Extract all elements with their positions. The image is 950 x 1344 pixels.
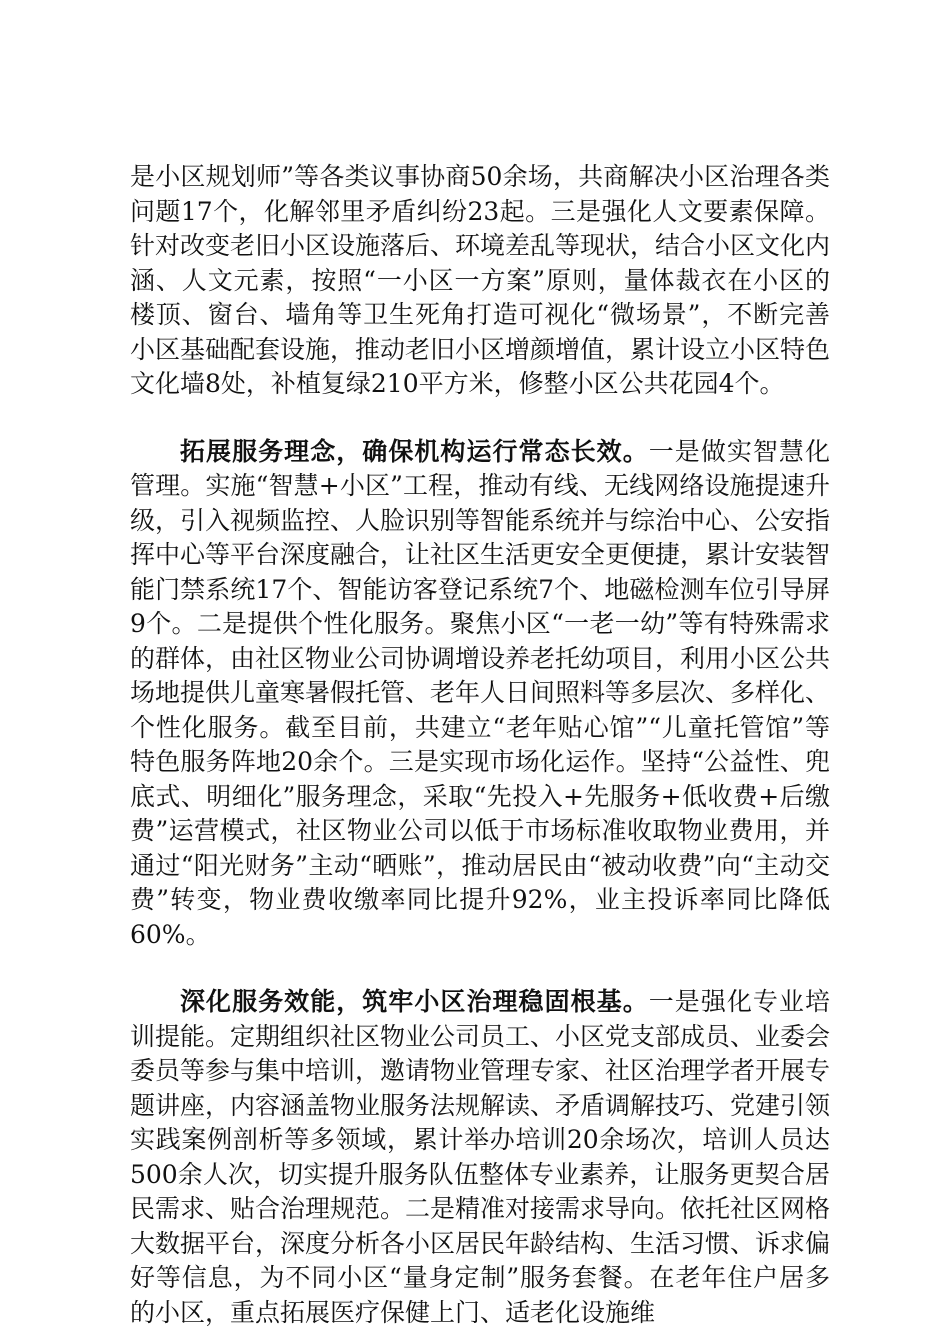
paragraph-1-text: 是小区规划师”等各类议事协商50余场，共商解决小区治理各类问题17个，化解邻里矛盾纠纷23起。三是强化人文要素保障。针对改变老旧小区设施落后、环境差乱等现状，结合小区文化内涵、人文元素，按照“一小区一方案”原则，量体裁衣在小区的楼顶、窗台、墙角等卫生死角打造可视化“微场景”，不断完善小区基础配套设施，推动老旧小区增颜增值，累计设立小区特色文化墙8处，补植复绿210平方米，修整小区公共花园4个。 [130,162,831,398]
paragraph-gap [130,402,830,435]
paragraph-1 [130,160,830,402]
paragraph-gap [130,952,830,985]
paragraph-2 [130,435,830,953]
paragraph-2-text: 一是做实智慧化管理。实施“智慧+小区”工程，推动有线、无线网络设施提速升级，引入视频监控、人脸识别等智能系统并与综治中心、公安指挥中心等平台深度融合，让社区生活更安全更便捷，累计安装智能门禁系统17个、智能访客登记系统7个、地磁检测车位引导屏9个。二是提供个性化服务。聚焦小区“一老一幼”等有特殊需求的群体，由社区物业公司协调增设养老托幼项目，利用小区公共场地提供儿童寒暑假托管、老年人日间照料等多层次、多样化、个性化服务。截至目前，共建立“老年贴心馆”“儿童托管馆”等特色服务阵地20余个。三是实现市场化运作。坚持“公益性、兜底式、明细化”服务理念，采取“先投入+先服务+低收费+后缴费”运营模式，社区物业公司以低于市场标准收取物业费用，并通过“阳光财务”主动“晒账”，推动居民由“被动收费”向“主动交费”转变，物业费收缴率同比提升92%，业主投诉率同比降低60%。 [130,436,831,949]
paragraph-3 [130,985,830,1330]
paragraph-3-lead: 深化服务效能，筑牢小区治理稳固根基。 [180,987,649,1016]
paragraph-3-text: 一是强化专业培训提能。定期组织社区物业公司员工、小区党支部成员、业委会委员等参与集中培训，邀请物业管理专家、社区治理学者开展专题讲座，内容涵盖物业服务法规解读、矛盾调解技巧、党建引领实践案例剖析等多领域，累计举办培训20余场次，培训人员达500余人次，切实提升服务队伍整体专业素养，让服务更契合居民需求、贴合治理规范。二是精准对接需求导向。依托社区网格大数据平台，深度分析各小区居民年龄结构、生活习惯、诉求偏好等信息，为不同小区“量身定制”服务套餐。在老年住户居多的小区，重点拓展医疗保健上门、适老化设施维 [130,987,831,1327]
document-body [130,160,830,1330]
paragraph-2-lead: 拓展服务理念，确保机构运行常态长效。 [180,436,649,466]
